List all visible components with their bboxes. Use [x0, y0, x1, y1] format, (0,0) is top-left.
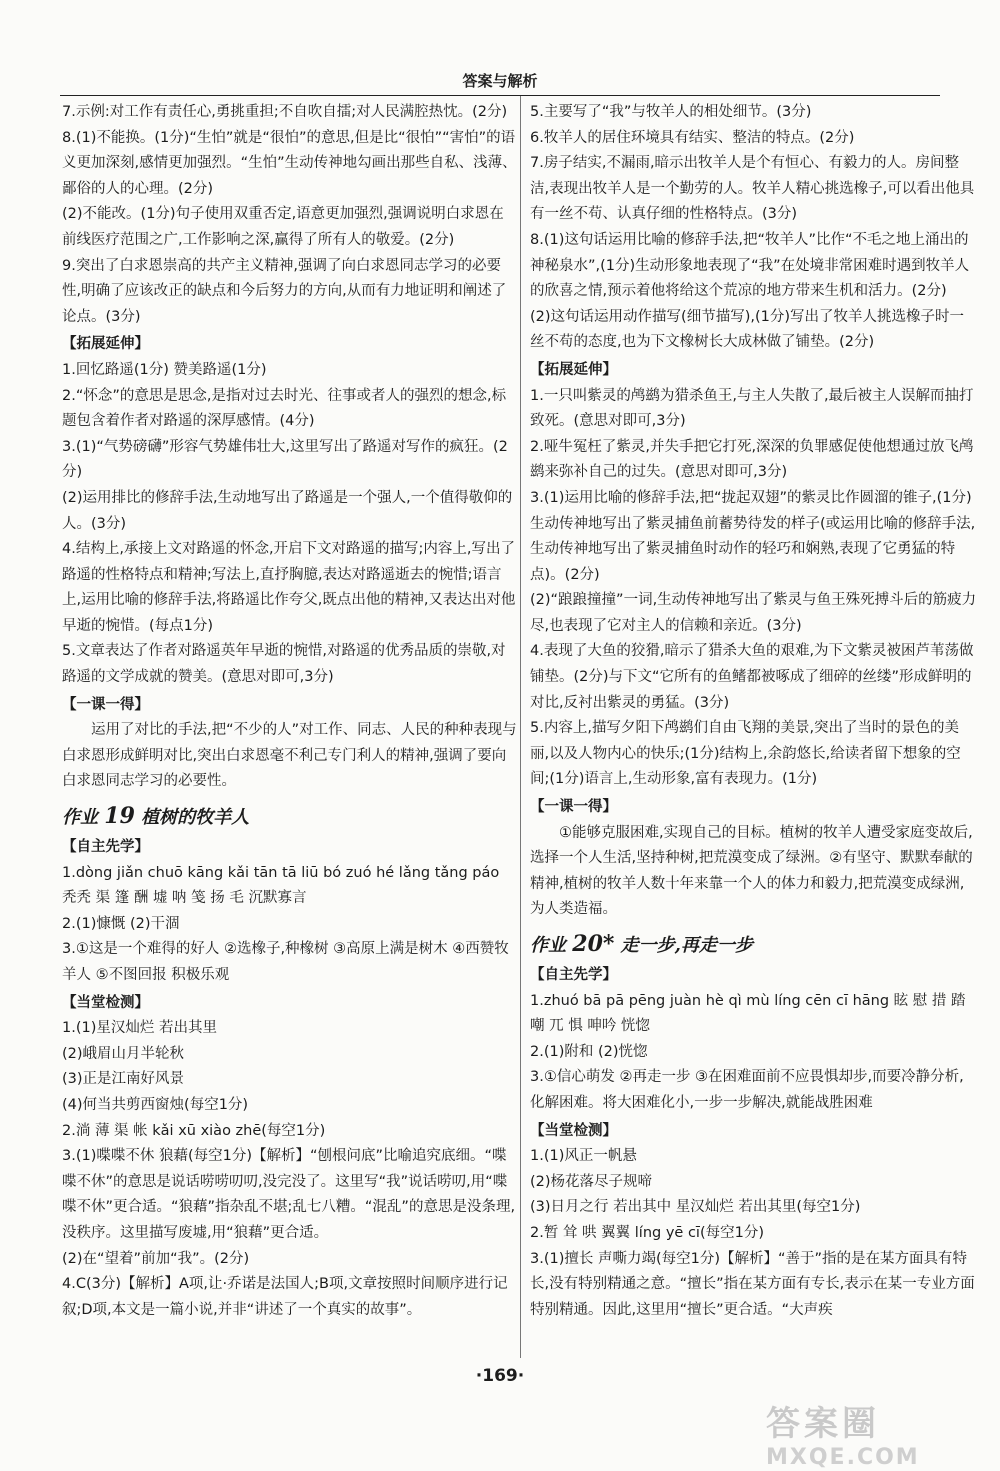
answer-paragraph: 3.(1)喋喋不休 狼藉(每空1分)【解析】“刨根问底”比喻追究底细。“喋喋不休”的意思是说话唠唠叨叨,没完没了。这里写“我”说话唠叨,用“喋喋不休”更合适。“狼藉”指杂乱不堪;乱七八糟。“混乱”的意思是没条理,没秩序。这里描写废墟,用“狼藉”更合适。	[62, 1148, 516, 1241]
answer-paragraph: 1.zhuó bā pā pēng juàn hè qì mù líng cēn cī hāng 眩 慰 措 踏 嘲 兀 惧 呻吟 恍惚	[530, 992, 966, 1035]
answer-paragraph: 5.主要写了“我”与牧羊人的相处细节。(3分)	[530, 104, 812, 120]
watermark-text: 答案圈	[766, 1404, 880, 1444]
right-column	[530, 100, 978, 1323]
answer-paragraph: (2)这句话运用动作描写(细节描写),(1分)写出了牧羊人挑选橡子时一丝不苟的态度,也为下文橡树长大成林做了铺垫。(2分)	[530, 308, 964, 351]
assignment-label: 作业	[530, 935, 573, 956]
answer-paragraph: 6.牧羊人的居住环境具有结实、整洁的特点。(2分)	[530, 129, 855, 146]
answer-paragraph: (2)峨眉山月半轮秋	[62, 1045, 185, 1062]
assignment-heading	[530, 931, 978, 959]
answer-paragraph: 3.(1)擅长 声嘶力竭(每空1分)【解析】“善于”指的是在某方面具有特长,没有特别精通之意。“擅长”指在某方面有专长,表示在某一专业方面特别精通。因此,这里用“擅长”更合适。“大声疾	[530, 1250, 975, 1318]
answer-paragraph: 2.淌 薄 渠 帐 kǎi xū xiào zhē(每空1分)	[62, 1122, 326, 1139]
answer-paragraph: 1.回忆路遥(1分) 赞美路遥(1分)	[62, 361, 267, 378]
section-label: 【当堂检测】	[530, 1122, 617, 1139]
section-label: 【自主先学】	[62, 839, 149, 856]
section-label: 【当堂检测】	[62, 994, 149, 1011]
left-column	[62, 100, 518, 1323]
answer-paragraph: 3.(1)“气势磅礴”形容气势雄伟壮大,这里写出了路遥对写作的疯狂。(2分)	[62, 438, 508, 481]
answer-paragraph: 1.dòng jiǎn chuō kāng kǎi tān tā liū bó zuó hé lǎng tǎng páo 秃秃 渠 篷 酬 墟 呐 笺 扬 毛 沉默寡言	[62, 864, 500, 907]
section-label: 【一课一得】	[530, 799, 617, 816]
answer-paragraph: ①能够克服困难,实现自己的目标。植树的牧羊人遭受家庭变故后,选择一个人生活,坚持种树,把荒漠变成了绿洲。②有坚守、默默奉献的精神,植树的牧羊人数十年来靠一个人的体力和毅力,把荒漠变成绿洲,为人类造福。	[530, 824, 973, 918]
page-number: ·169·	[475, 1366, 525, 1386]
answer-paragraph: (2)不能改。(1分)句子使用双重否定,语意更加强烈,强调说明白求恩在前线医疗范围之广,工作影响之深,赢得了所有人的敬爱。(2分)	[62, 206, 504, 248]
answer-paragraph: 4.C(3分)【解析】A项,让·乔诺是法国人;B项,文章按照时间顺序进行记叙;D项,本文是一篇小说,并非“讲述了一个真实的故事”。	[62, 1276, 508, 1318]
page-header: 答案与解析	[60, 70, 940, 96]
answer-paragraph: 2.暂 耸 哄 翼翼 líng yē cī(每空1分)	[530, 1224, 764, 1241]
answer-paragraph: 3.①信心萌发 ②再走一步 ③在困难面前不应畏惧却步,而要冷静分析,化解困难。将大困难化小,一步一步解决,就能战胜困难	[530, 1069, 964, 1111]
column-divider	[520, 96, 521, 1358]
answer-paragraph: (3)日月之行 若出其中 星汉灿烂 若出其里(每空1分)	[530, 1199, 861, 1216]
answer-paragraph: 1.一只叫紫灵的鸬鹚为猎杀鱼王,与主人失散了,最后被主人误解而抽打致死。(意思对即可,3分)	[530, 387, 974, 430]
answer-paragraph: 2.“怀念”的意思是思念,是指对过去时光、往事或者人的强烈的想念,标题包含着作者对路遥的深厚感情。(4分)	[62, 387, 507, 430]
answer-paragraph: 2.(1)附和 (2)恍惚	[530, 1043, 648, 1060]
answer-paragraph: (3)正是江南好风景	[62, 1071, 185, 1088]
answer-paragraph: 7.示例:对工作有责任心,勇挑重担;不自吹自擂;对人民满腔热忱。(2分)	[62, 104, 508, 120]
answer-paragraph: 4.表现了大鱼的狡猾,暗示了猎杀大鱼的艰难,为下文紫灵被困芦苇荡做铺垫。(2分)与下文“它所有的鱼鳍都被啄成了细碎的丝缕”形成鲜明的对比,反衬出紫灵的勇猛。(3分)	[530, 643, 974, 711]
answer-paragraph: (2)杨花落尽子规啼	[530, 1173, 653, 1190]
assignment-number: 20*	[572, 931, 615, 957]
answer-paragraph: 8.(1)不能换。(1分)“生怕”就是“很怕”的意思,但是比“很怕”“害怕”的语义更加深刻,感情更加强烈。“生怕”生动传神地勾画出那些自私、浅薄、鄙俗的人的心理。(2分)	[62, 129, 517, 197]
answer-paragraph: 7.房子结实,不漏雨,暗示出牧羊人是个有恒心、有毅力的人。房间整洁,表现出牧羊人是一个勤劳的人。牧羊人精心挑选橡子,可以看出他具有一丝不苟、认真仔细的性格特点。(3分)	[530, 155, 975, 223]
section-label: 【拓展延伸】	[530, 361, 617, 378]
answer-paragraph: 3.①这是一个难得的好人 ②选橡子,种橡树 ③高原上满是树木 ④西赞牧羊人 ⑤不图回报 积极乐观	[62, 941, 509, 983]
watermark-logo	[766, 1396, 976, 1470]
assignment-label: 作业	[62, 807, 105, 829]
watermark-url: MXQE.COM	[766, 1445, 920, 1470]
answer-paragraph: 2.哑牛冤枉了紫灵,并失手把它打死,深深的负罪感促使他想通过放飞鸬鹚来弥补自己的过失。(意思对即可,3分)	[530, 438, 974, 481]
answer-paragraph: (2)运用排比的修辞手法,生动地写出了路遥是一个强人,一个值得敬仰的人。(3分)	[62, 489, 513, 532]
assignment-title: 植树的牧羊人	[134, 807, 250, 829]
answer-paragraph: (2)在“望着”前加“我”。(2分)	[62, 1250, 250, 1267]
answer-paragraph: 5.文章表达了作者对路遥英年早逝的惋惜,对路遥的优秀品质的崇敬,对路遥的文学成就的赞美。(意思对即可,3分)	[62, 643, 506, 686]
assignment-title: 走一步,再走一步	[614, 935, 753, 956]
answer-paragraph: 5.内容上,描写夕阳下鸬鹚们自由飞翔的美景,突出了当时的景色的美丽,以及人物内心的快乐;(1分)结构上,余韵悠长,给读者留下想象的空间;(1分)语言上,生动形象,富有表现力。(1分)	[530, 720, 961, 788]
answer-paragraph: (2)“踉踉撞撞”一词,生动传神地写出了紫灵与鱼王殊死搏斗后的筋疲力尽,也表现了它对主人的信赖和亲近。(3分)	[530, 592, 977, 634]
answer-paragraph: 9.突出了白求恩崇高的共产主义精神,强调了向白求恩同志学习的必要性,明确了应该改正的缺点和今后努力的方向,从而有力地证明和阐述了论点。(3分)	[62, 257, 507, 325]
section-label: 【一课一得】	[62, 696, 149, 713]
answer-paragraph: 1.(1)星汉灿烂 若出其里	[62, 1020, 217, 1037]
answer-paragraph: 2.(1)慷慨 (2)干涸	[62, 915, 180, 932]
answer-paragraph: 1.(1)风正一帆悬	[530, 1148, 637, 1165]
answer-paragraph: 8.(1)这句话运用比喻的修辞手法,把“牧羊人”比作“不毛之地上涌出的神秘泉水”,(1分)生动形象地表现了“我”在处境非常困难时遇到牧羊人的欣喜之情,预示着他将给这个荒凉的地方带来生机和活力。(2分)	[530, 231, 970, 300]
answer-paragraph: (4)何当共剪西窗烛(每空1分)	[62, 1096, 249, 1113]
section-label: 【自主先学】	[530, 967, 617, 983]
assignment-heading	[62, 803, 518, 831]
answer-paragraph: 运用了对比的手法,把“不少的人”对工作、同志、人民的种种表现与白求恩形成鲜明对比,突出白求恩毫不利己专门利人的精神,强调了要向白求恩同志学习的必要性。	[62, 722, 517, 790]
section-label: 【拓展延伸】	[62, 336, 149, 353]
assignment-number: 19	[104, 803, 135, 830]
answer-paragraph: 4.结构上,承接上文对路遥的怀念,开启下文对路遥的描写;内容上,写出了路遥的性格特点和精神;写法上,直抒胸臆,表达对路遥逝去的惋惜;语言上,运用比喻的修辞手法,将路遥比作夸父,既点出他的精神,又表达出对他早逝的惋惜。(每点1分)	[62, 541, 516, 634]
answer-paragraph: 3.(1)运用比喻的修辞手法,把“拢起双翅”的紫灵比作圆溜的锥子,(1分)生动传神地写出了紫灵捕鱼前蓄势待发的样子(或运用比喻的修辞手法,生动传神地写出了紫灵捕鱼时动作的轻巧和娴熟,表现了它勇猛的特点)。(2分)	[530, 489, 976, 583]
